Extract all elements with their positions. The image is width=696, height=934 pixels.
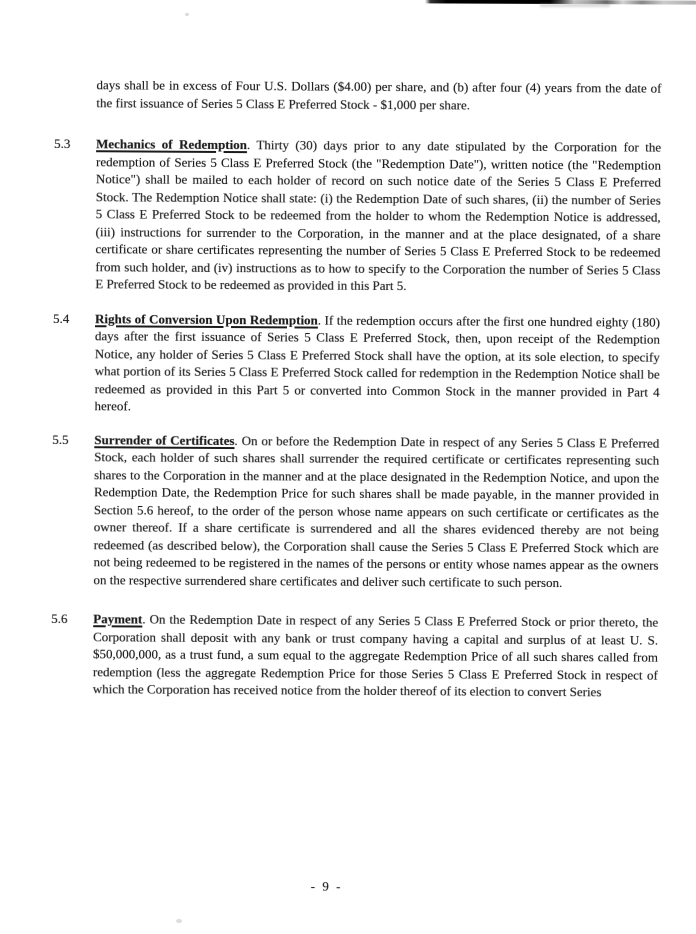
section-number: 5.5 <box>52 431 69 447</box>
page-number: - 9 - <box>310 878 343 894</box>
section-5-3 <box>53 135 661 296</box>
section-number: 5.3 <box>54 135 71 152</box>
section-paragraph <box>95 135 661 296</box>
section-body-text: . Thirty (30) days prior to any date stipulated by the Corporation for the redemption of Series 5 Class E Preferred Stock (the "Redemption Date"), written notice (the "Redemption Notice") shall be mailed to each holder of record on such notice date of the Series 5 Class E Preferred Stock. The Redemption Notice shall state: (i) the Redemption Date of such shares, (ii) the number of Series 5 Class E Preferred Stock to be redeemed from the holder to whom the Redemption Notice is addressed, (iii) instructions for surrender to the Corporation, in the manner and at the place designated, of a share certificate or share certificates representing the number of Series 5 Class E Preferred Stock to be redeemed from such holder, and (iv) instructions as to how to specify to the Corporation the number of Series 5 Class E Preferred Stock to be redeemed as provided in this Part 5. <box>95 137 662 294</box>
section-paragraph <box>93 610 659 701</box>
section-heading: Surrender of Certificates <box>94 431 235 448</box>
section-paragraph <box>93 431 659 592</box>
section-paragraph <box>94 310 660 418</box>
section-heading: Mechanics of Redemption <box>96 136 248 153</box>
section-body-text: . On or before the Redemption Date in respect of any Series 5 Class E Preferred Stock, each holder of such shares shall surrender the required certificate or certificates representing such shares to the Corporation in the manner and at the place designated in the Redemption Notice, and upon the Redemption Date, the Redemption Price for such shares shall be made payable, in the manner provided in Section 5.6 hereof, to the order of the person whose name appears on such certificate or certificates as the owner thereof. If a share certificate is surrendered and all the shares evidenced thereby are not being redeemed (as described below), the Corporation shall cause the Series 5 Class E Preferred Stock which are not being redeemed to be registered in the names of the persons or entity whose names appear as the owners on the respective surrendered share certificates and deliver such certificate to such person. <box>93 432 660 590</box>
section-heading: Payment <box>93 611 143 627</box>
section-5-5 <box>51 430 659 591</box>
section-5-6 <box>51 610 659 701</box>
section-number: 5.6 <box>51 610 68 627</box>
paragraph-continuation: days shall be in excess of Four U.S. Dollars ($4.00) per share, and (b) after four (4) years from the date of the first issuance of Series 5 Class E Preferred Stock - $1,000 per share. <box>96 77 662 113</box>
section-body-text: . On the Redemption Date in respect of any Series 5 Class E Preferred Stock or prior thereto, the Corporation shall deposit with any bank or trust company having a capital and surplus of at least U. S. $50,000,000, as a trust fund, a sum equal to the aggregate Redemption Price of all such shares called from redemption (less the aggregate Redemption Price for those Series 5 Class E Preferred Stock in respect of which the Corporation has received notice from the holder thereof of its election to convert Series <box>92 611 659 700</box>
section-heading: Rights of Conversion Upon Redemption <box>95 310 318 328</box>
section-body-text: . If the redemption occurs after the first one hundred eighty (180) days after the first issuance of Series 5 Class E Preferred Stock, then, upon receipt of the Redemption Notice, any holder of Series 5 Class E Preferred Stock shall have the option, at its sole election, to specify what portion of its Series 5 Class E Preferred Stock called for redemption in the Redemption Notice shall be redeemed as provided in this Part 5 or converted into Common Stock in the manner provided in Part 4 hereof. <box>94 312 661 414</box>
section-5-4 <box>52 309 660 418</box>
section-number: 5.4 <box>53 310 70 326</box>
